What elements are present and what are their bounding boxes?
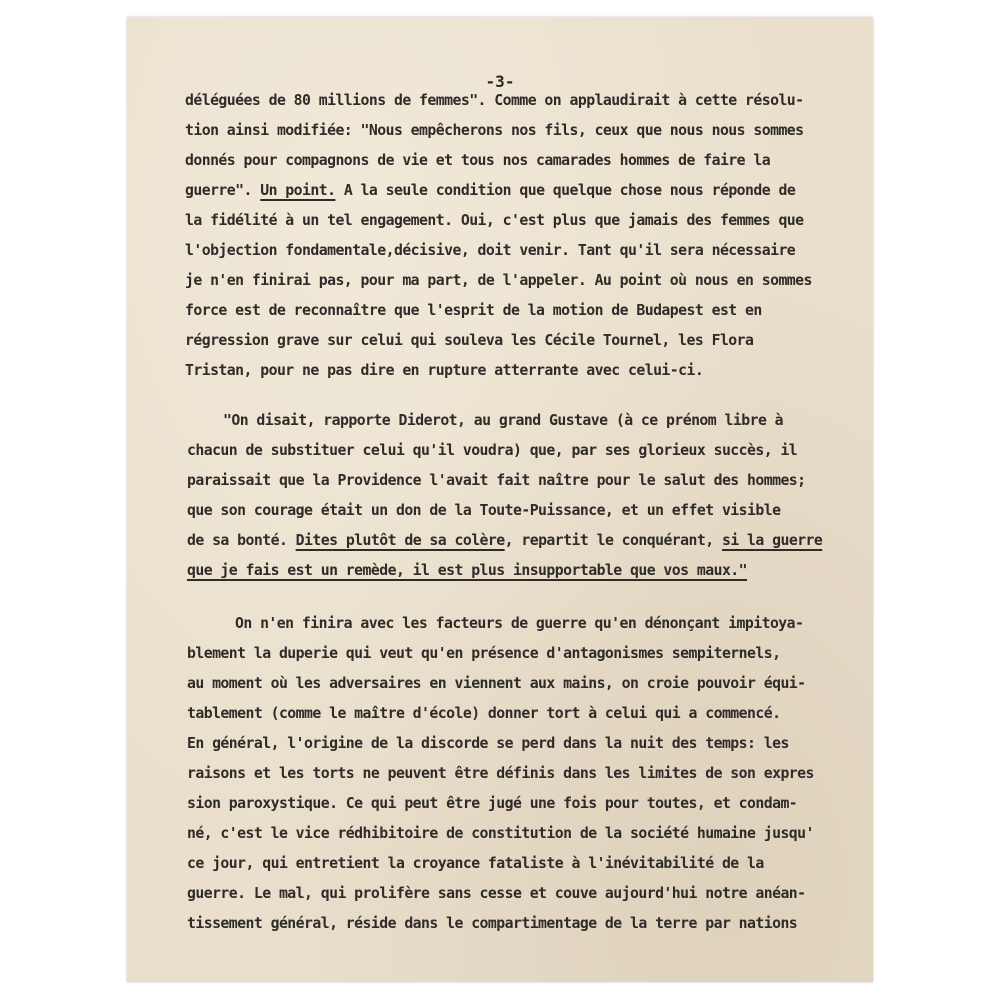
- text-line-8: force est de reconnaître que l'esprit de la motion de Budapest est en: [185, 302, 762, 319]
- typewritten-page: [127, 17, 873, 982]
- text-segment: A la seule condition que quelque chose nous réponde de: [335, 182, 796, 199]
- text-line-10: Tristan, pour ne pas dire en rupture atterrante avec celui-ci.: [185, 362, 704, 379]
- text-line-11: On n'en finira avec les facteurs de guerre qu'en dénonçant impitoya-: [235, 615, 804, 632]
- quote-line-6: que je fais est un remède, il est plus insupportable que vos maux.": [187, 562, 748, 579]
- text-segment: guerre".: [185, 182, 261, 199]
- text-line-4: [185, 184, 795, 199]
- text-segment: de sa bonté.: [187, 532, 296, 549]
- text-line-2: tion ainsi modifiée: "Nous empêcherons nos fils, ceux que nous nous sommes: [185, 122, 804, 139]
- text-line-20: guerre. Le mal, qui prolifère sans cesse et couve aujourd'hui notre anéan-: [187, 885, 806, 902]
- text-line-18: né, c'est le vice rédhibitoire de constitution de la société humaine jusqu': [187, 825, 814, 842]
- text-line-19: ce jour, qui entretient la croyance fataliste à l'inévitabilité de la: [187, 855, 764, 872]
- underlined-phrase: Dites plutôt de sa colère: [295, 532, 505, 549]
- quote-line-4: que son courage était un don de la Toute-Puissance, et un effet visible: [187, 502, 781, 519]
- text-line-13: au moment où les adversaires en viennent aux mains, on croie pouvoir équi-: [187, 675, 806, 692]
- quote-line-5: [187, 534, 822, 549]
- text-segment: , repartit le conquérant,: [504, 532, 722, 549]
- page-number: -3-: [485, 72, 515, 91]
- text-line-3: donnés pour compagnons de vie et tous nos camarades hommes de faire la: [185, 152, 771, 169]
- quote-line-1: "On disait, rapporte Diderot, au grand Gustave (à ce prénom libre à: [223, 412, 784, 429]
- text-line-14: tablement (comme le maître d'école) donner tort à celui qui a commencé.: [187, 705, 781, 722]
- text-line-16: raisons et les torts ne peuvent être définis dans les limites de son expres: [187, 765, 814, 782]
- text-line-15: En général, l'origine de la discorde se perd dans la nuit des temps: les: [187, 735, 789, 752]
- text-line-5: la fidélité à un tel engagement. Oui, c'est plus que jamais des femmes que: [185, 212, 804, 229]
- text-line-7: je n'en finirai pas, pour ma part, de l'appeler. Au point où nous en sommes: [185, 272, 812, 289]
- text-line-6: l'objection fondamentale,décisive, doit venir. Tant qu'il sera nécessaire: [185, 242, 796, 259]
- quote-line-3: paraissait que la Providence l'avait fait naître pour le salut des hommes;: [187, 472, 806, 489]
- text-line-21: tissement général, réside dans le compartimentage de la terre par nations: [187, 915, 798, 932]
- underlined-phrase: si la guerre: [721, 532, 823, 549]
- quote-line-2: chacun de substituer celui qu'il voudra) que, par ses glorieux succès, il: [187, 442, 798, 459]
- underlined-phrase: Un point.: [260, 182, 336, 199]
- text-line-1: déléguées de 80 millions de femmes". Comme on applaudirait à cette résolu-: [185, 92, 804, 109]
- text-line-17: sion paroxystique. Ce qui peut être jugé une fois pour toutes, et condam-: [187, 795, 798, 812]
- text-line-12: blement la duperie qui veut qu'en présence d'antagonismes sempiternels,: [187, 645, 781, 662]
- text-line-9: régression grave sur celui qui souleva les Cécile Tournel, les Flora: [185, 332, 754, 349]
